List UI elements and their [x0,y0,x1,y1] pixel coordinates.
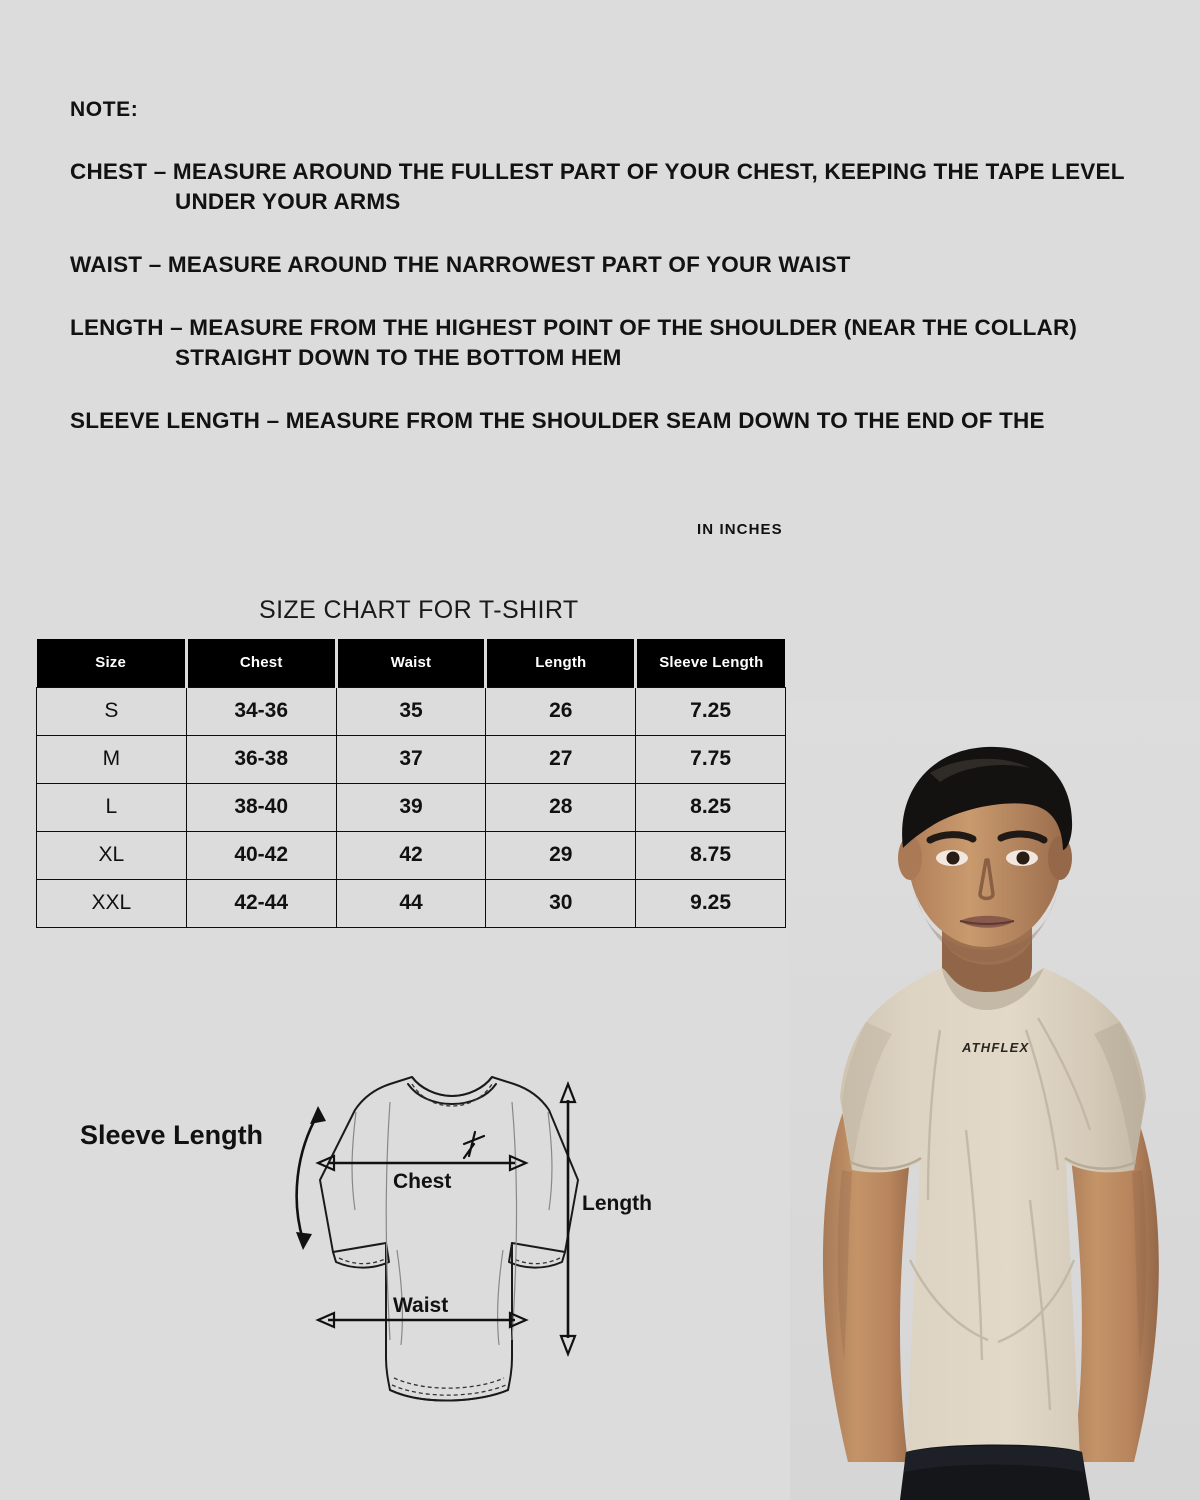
waist-diagram-label: Waist [393,1294,449,1317]
size-chart-table [36,639,786,928]
cell-waist: 42 [336,831,486,879]
table-row [37,879,786,927]
table-row [37,783,786,831]
table-row [37,735,786,783]
column-header-waist: Waist [336,639,486,687]
length-arrowhead-top [561,1084,575,1102]
cell-length: 26 [486,687,636,735]
cell-length: 27 [486,735,636,783]
note-item-waist [70,250,1170,280]
table-header-row [37,639,786,687]
length-arrowhead-bottom [561,1336,575,1354]
cell-chest: 36-38 [186,735,336,783]
cell-chest: 40-42 [186,831,336,879]
stitch-lines [339,1084,560,1395]
note-block [70,96,1170,436]
cell-chest: 38-40 [186,783,336,831]
note-item-sleeve [70,406,1170,436]
note-sleeve-main: SLEEVE LENGTH – MEASURE FROM THE SHOULDER SEAM DOWN TO THE END OF THE [70,408,1045,433]
length-diagram-label: Length [582,1192,652,1215]
cell-waist: 39 [336,783,486,831]
cell-sleeve-length: 8.25 [636,783,786,831]
brand-glyph-icon [464,1132,484,1158]
note-item-chest [70,157,1170,217]
cell-sleeve-length: 8.75 [636,831,786,879]
cell-chest: 42-44 [186,879,336,927]
chest-diagram-label: Chest [393,1170,452,1193]
model-product-photo [790,700,1200,1500]
note-heading: NOTE: [70,98,139,121]
table-row [37,687,786,735]
sleeve-length-arrow [297,1114,318,1240]
cell-chest: 34-36 [186,687,336,735]
sleeve-length-arrowhead-top [310,1106,326,1124]
tshirt-measurement-diagram [60,1040,700,1420]
cell-length: 29 [486,831,636,879]
sleeve-length-diagram-label: Sleeve Length [80,1120,264,1150]
cell-size: L [37,783,187,831]
note-chest-main: CHEST – MEASURE AROUND THE FULLEST PART OF YOUR CHEST, KEEPING THE TAPE LEVEL [70,159,1125,184]
note-item-length [70,313,1170,373]
cell-sleeve-length: 9.25 [636,879,786,927]
column-header-size: Size [37,639,187,687]
cell-size: XL [37,831,187,879]
column-header-chest: Chest [186,639,336,687]
cell-sleeve-length: 7.25 [636,687,786,735]
column-header-sleeve-length: Sleeve Length [636,639,786,687]
note-chest-cont: UNDER YOUR ARMS [175,189,401,214]
cell-size: M [37,735,187,783]
cell-waist: 44 [336,879,486,927]
cell-sleeve-length: 7.75 [636,735,786,783]
tshirt-outline-icon [320,1077,578,1401]
cell-length: 30 [486,879,636,927]
sleeve-length-arrowhead-bottom [296,1232,312,1250]
cell-waist: 37 [336,735,486,783]
pupil-left [947,852,960,865]
cell-size: S [37,687,187,735]
units-label: IN INCHES [697,521,783,538]
cell-waist: 35 [336,687,486,735]
cell-length: 28 [486,783,636,831]
brand-mark: ATHFLEX [962,1040,1030,1055]
size-chart-title: SIZE CHART FOR T-SHIRT [259,596,579,624]
ear-left [898,836,922,880]
note-length-main: LENGTH – MEASURE FROM THE HIGHEST POINT OF THE SHOULDER (NEAR THE COLLAR) [70,315,1078,340]
cell-size: XXL [37,879,187,927]
pupil-right [1017,852,1030,865]
table-row [37,831,786,879]
fabric-fold-lines [352,1102,552,1345]
column-header-length: Length [486,639,636,687]
note-waist-main: WAIST – MEASURE AROUND THE NARROWEST PART OF YOUR WAIST [70,252,851,277]
note-length-cont: STRAIGHT DOWN TO THE BOTTOM HEM [175,345,622,370]
